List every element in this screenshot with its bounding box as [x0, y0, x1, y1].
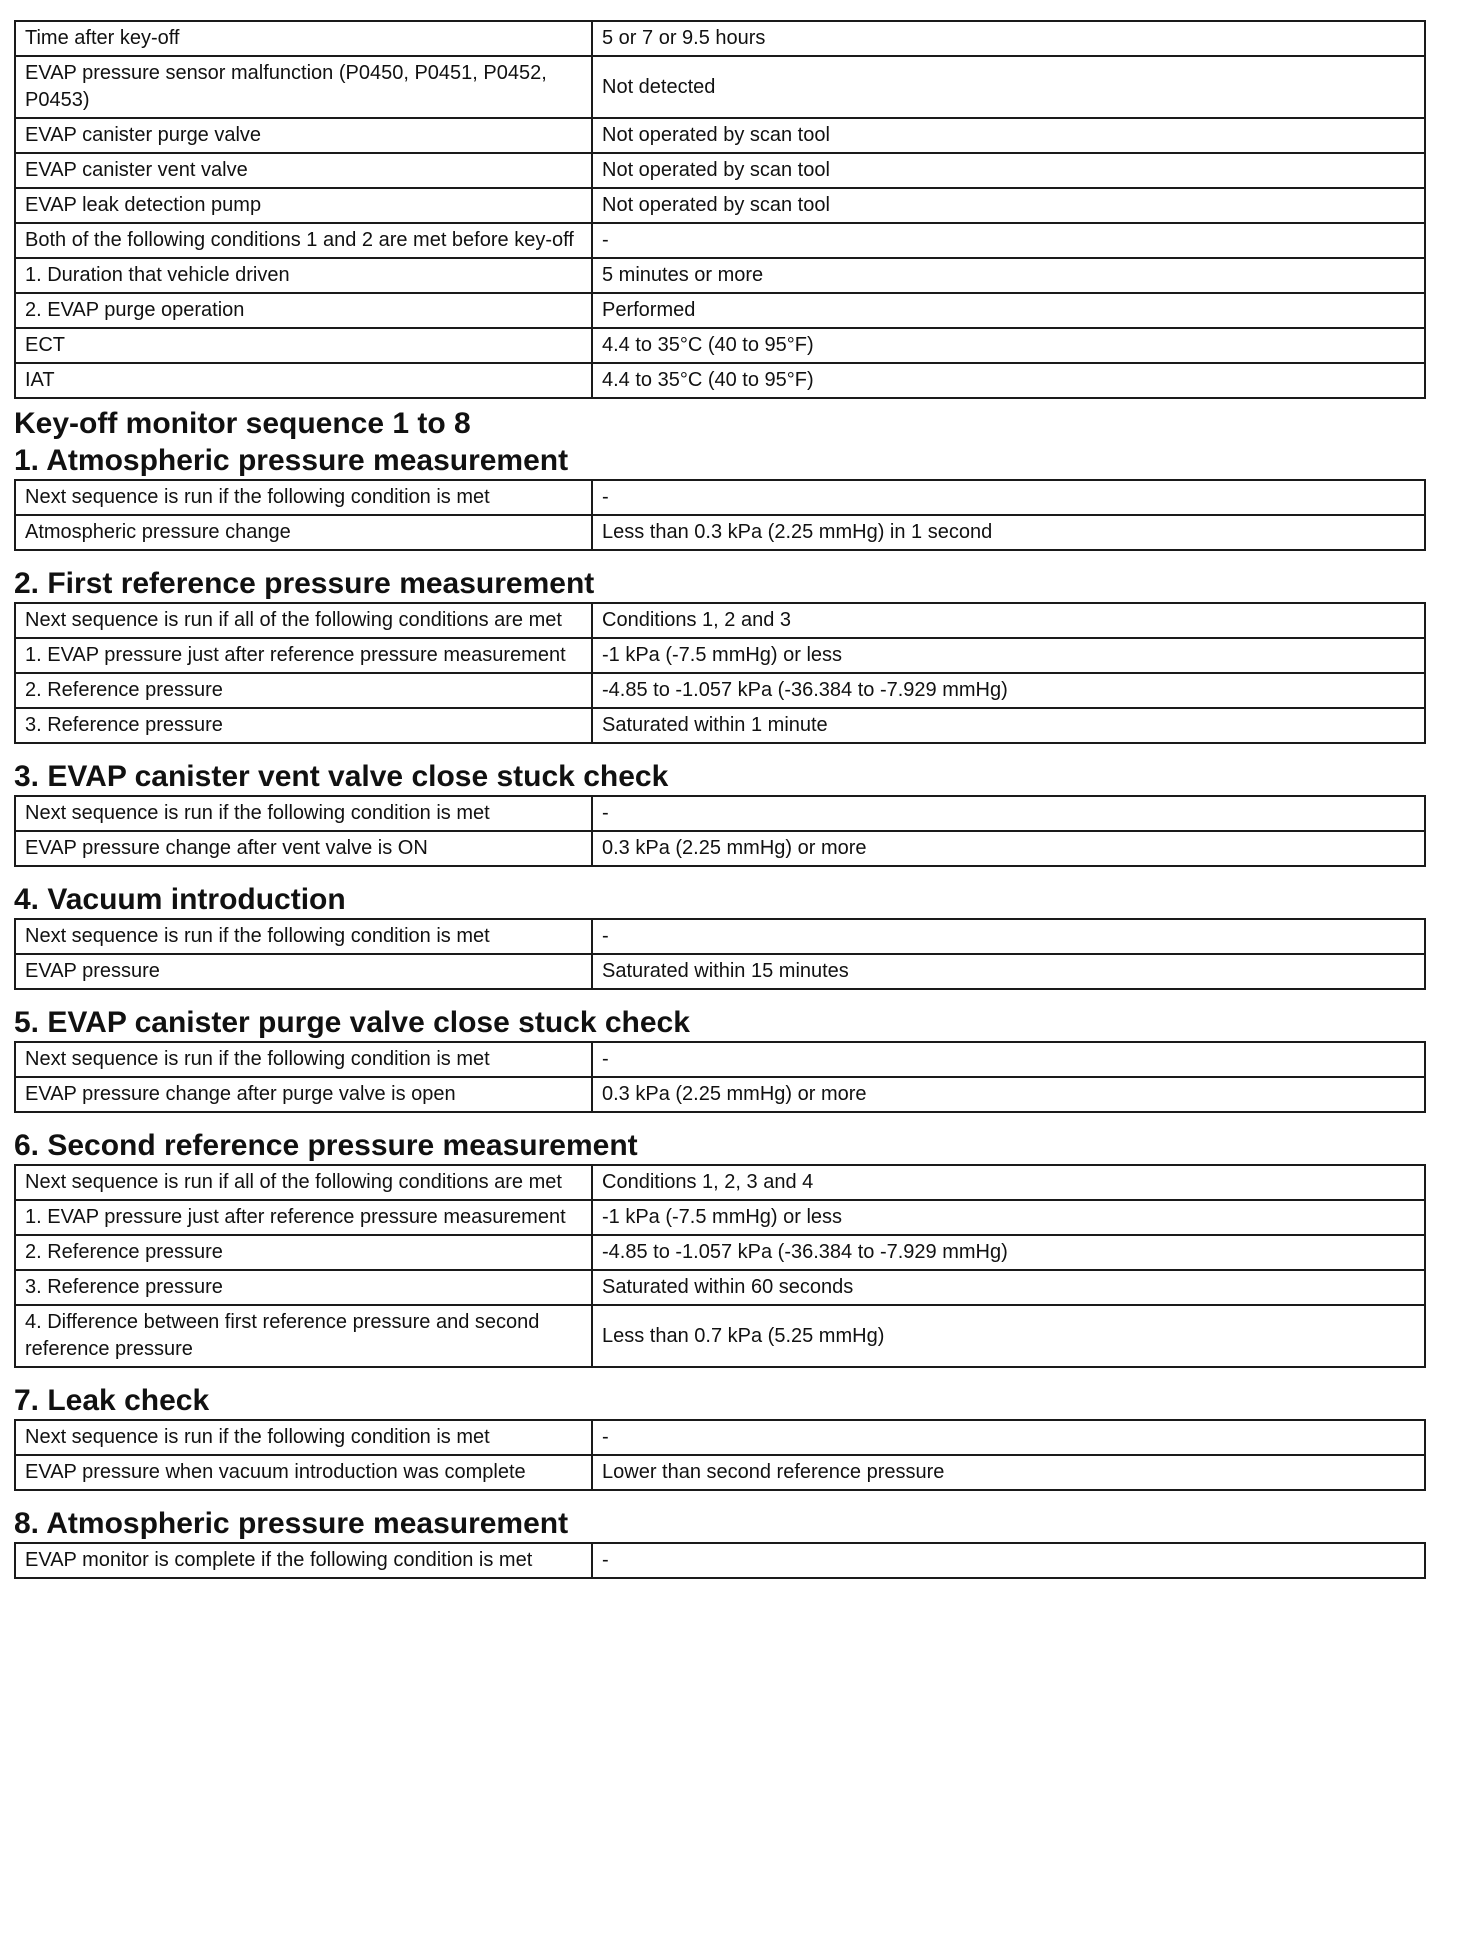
condition-label: Next sequence is run if the following condition is met	[15, 919, 592, 954]
condition-label: 1. EVAP pressure just after reference pressure measurement	[15, 638, 592, 673]
condition-value: -	[592, 480, 1425, 515]
table-row	[15, 1455, 1425, 1490]
condition-value: Not operated by scan tool	[592, 118, 1425, 153]
condition-label: 4. Difference between first reference pressure and second reference pressure	[15, 1305, 592, 1367]
table-row	[15, 363, 1425, 398]
section-heading: 1. Atmospheric pressure measurement	[14, 444, 569, 477]
document	[14, 20, 1426, 1579]
table-row	[15, 188, 1425, 223]
section-table	[14, 1164, 1426, 1368]
condition-value: -	[592, 1543, 1425, 1578]
condition-value: Conditions 1, 2 and 3	[592, 603, 1425, 638]
spacer	[14, 1491, 1426, 1505]
section-heading: 4. Vacuum introduction	[14, 883, 346, 916]
condition-value: -	[592, 223, 1425, 258]
section-heading: 2. First reference pressure measurement	[14, 567, 595, 600]
table-row	[15, 1200, 1425, 1235]
condition-value: -	[592, 919, 1425, 954]
table-row	[15, 293, 1425, 328]
condition-value: -1 kPa (-7.5 mmHg) or less	[592, 1200, 1425, 1235]
condition-value: 0.3 kPa (2.25 mmHg) or more	[592, 1077, 1425, 1112]
condition-value: Less than 0.7 kPa (5.25 mmHg)	[592, 1305, 1425, 1367]
condition-value: Not detected	[592, 56, 1425, 118]
condition-value: Conditions 1, 2, 3 and 4	[592, 1165, 1425, 1200]
table-row	[15, 1305, 1425, 1367]
condition-label: ECT	[15, 328, 592, 363]
condition-label: EVAP pressure sensor malfunction (P0450, P0451, P0452, P0453)	[15, 56, 592, 118]
condition-label: 3. Reference pressure	[15, 1270, 592, 1305]
table-row	[15, 21, 1425, 56]
conditions-table	[14, 20, 1426, 399]
section-heading: 5. EVAP canister purge valve close stuck check	[14, 1006, 690, 1039]
condition-label: 1. Duration that vehicle driven	[15, 258, 592, 293]
table-row	[15, 258, 1425, 293]
table-row	[15, 796, 1425, 831]
spacer	[14, 1368, 1426, 1382]
condition-label: Next sequence is run if the following condition is met	[15, 796, 592, 831]
condition-label: Next sequence is run if the following condition is met	[15, 1420, 592, 1455]
table-row	[15, 1042, 1425, 1077]
section-table	[14, 795, 1426, 867]
main-heading: Key-off monitor sequence 1 to 8	[14, 407, 471, 440]
condition-value: -4.85 to -1.057 kPa (-36.384 to -7.929 mmHg)	[592, 673, 1425, 708]
condition-label: 2. Reference pressure	[15, 1235, 592, 1270]
condition-label: Next sequence is run if the following condition is met	[15, 1042, 592, 1077]
condition-label: IAT	[15, 363, 592, 398]
table-row	[15, 673, 1425, 708]
condition-label: 1. EVAP pressure just after reference pressure measurement	[15, 1200, 592, 1235]
condition-label: EVAP pressure when vacuum introduction was complete	[15, 1455, 592, 1490]
section-heading: 6. Second reference pressure measurement	[14, 1129, 638, 1162]
condition-value: -4.85 to -1.057 kPa (-36.384 to -7.929 mmHg)	[592, 1235, 1425, 1270]
condition-value: 5 or 7 or 9.5 hours	[592, 21, 1425, 56]
condition-label: Next sequence is run if all of the following conditions are met	[15, 603, 592, 638]
table-row	[15, 1235, 1425, 1270]
condition-value: 0.3 kPa (2.25 mmHg) or more	[592, 831, 1425, 866]
condition-label: EVAP leak detection pump	[15, 188, 592, 223]
section-table	[14, 602, 1426, 744]
section-table	[14, 1542, 1426, 1579]
section-heading: 7. Leak check	[14, 1384, 210, 1417]
condition-label: Next sequence is run if the following condition is met	[15, 480, 592, 515]
condition-value: Lower than second reference pressure	[592, 1455, 1425, 1490]
table-row	[15, 831, 1425, 866]
table-row	[15, 954, 1425, 989]
table-row	[15, 328, 1425, 363]
condition-value: 4.4 to 35°C (40 to 95°F)	[592, 328, 1425, 363]
condition-label: EVAP monitor is complete if the following condition is met	[15, 1543, 592, 1578]
table-row	[15, 223, 1425, 258]
condition-label: 2. Reference pressure	[15, 673, 592, 708]
section-table	[14, 918, 1426, 990]
condition-label: EVAP canister purge valve	[15, 118, 592, 153]
spacer	[14, 990, 1426, 1004]
condition-value: Saturated within 1 minute	[592, 708, 1425, 743]
spacer	[14, 744, 1426, 758]
section-heading: 3. EVAP canister vent valve close stuck check	[14, 760, 669, 793]
condition-value: Less than 0.3 kPa (2.25 mmHg) in 1 second	[592, 515, 1425, 550]
condition-label: 2. EVAP purge operation	[15, 293, 592, 328]
condition-label: EVAP pressure	[15, 954, 592, 989]
table-row	[15, 603, 1425, 638]
condition-value: Not operated by scan tool	[592, 153, 1425, 188]
table-row	[15, 1077, 1425, 1112]
condition-value: 5 minutes or more	[592, 258, 1425, 293]
spacer	[14, 551, 1426, 565]
section-table	[14, 479, 1426, 551]
condition-value: Saturated within 15 minutes	[592, 954, 1425, 989]
condition-value: Not operated by scan tool	[592, 188, 1425, 223]
table-row	[15, 118, 1425, 153]
condition-label: Next sequence is run if all of the following conditions are met	[15, 1165, 592, 1200]
table-row	[15, 153, 1425, 188]
table-row	[15, 56, 1425, 118]
condition-value: -	[592, 1420, 1425, 1455]
condition-label: Time after key-off	[15, 21, 592, 56]
condition-label: EVAP canister vent valve	[15, 153, 592, 188]
table-row	[15, 919, 1425, 954]
condition-value: 4.4 to 35°C (40 to 95°F)	[592, 363, 1425, 398]
section-table	[14, 1041, 1426, 1113]
table-row	[15, 1165, 1425, 1200]
section-heading: 8. Atmospheric pressure measurement	[14, 1507, 569, 1540]
table-row	[15, 1420, 1425, 1455]
table-row	[15, 1543, 1425, 1578]
condition-value: Performed	[592, 293, 1425, 328]
condition-label: Both of the following conditions 1 and 2 are met before key-off	[15, 223, 592, 258]
table-row	[15, 638, 1425, 673]
condition-value: Saturated within 60 seconds	[592, 1270, 1425, 1305]
condition-label: EVAP pressure change after purge valve is open	[15, 1077, 592, 1112]
section-table	[14, 1419, 1426, 1491]
spacer	[14, 1113, 1426, 1127]
condition-value: -	[592, 1042, 1425, 1077]
condition-label: Atmospheric pressure change	[15, 515, 592, 550]
table-row	[15, 708, 1425, 743]
table-row	[15, 1270, 1425, 1305]
table-row	[15, 515, 1425, 550]
table-row	[15, 480, 1425, 515]
condition-label: 3. Reference pressure	[15, 708, 592, 743]
sequence-sections	[14, 442, 1426, 1579]
spacer	[14, 867, 1426, 881]
condition-value: -	[592, 796, 1425, 831]
condition-label: EVAP pressure change after vent valve is ON	[15, 831, 592, 866]
condition-value: -1 kPa (-7.5 mmHg) or less	[592, 638, 1425, 673]
